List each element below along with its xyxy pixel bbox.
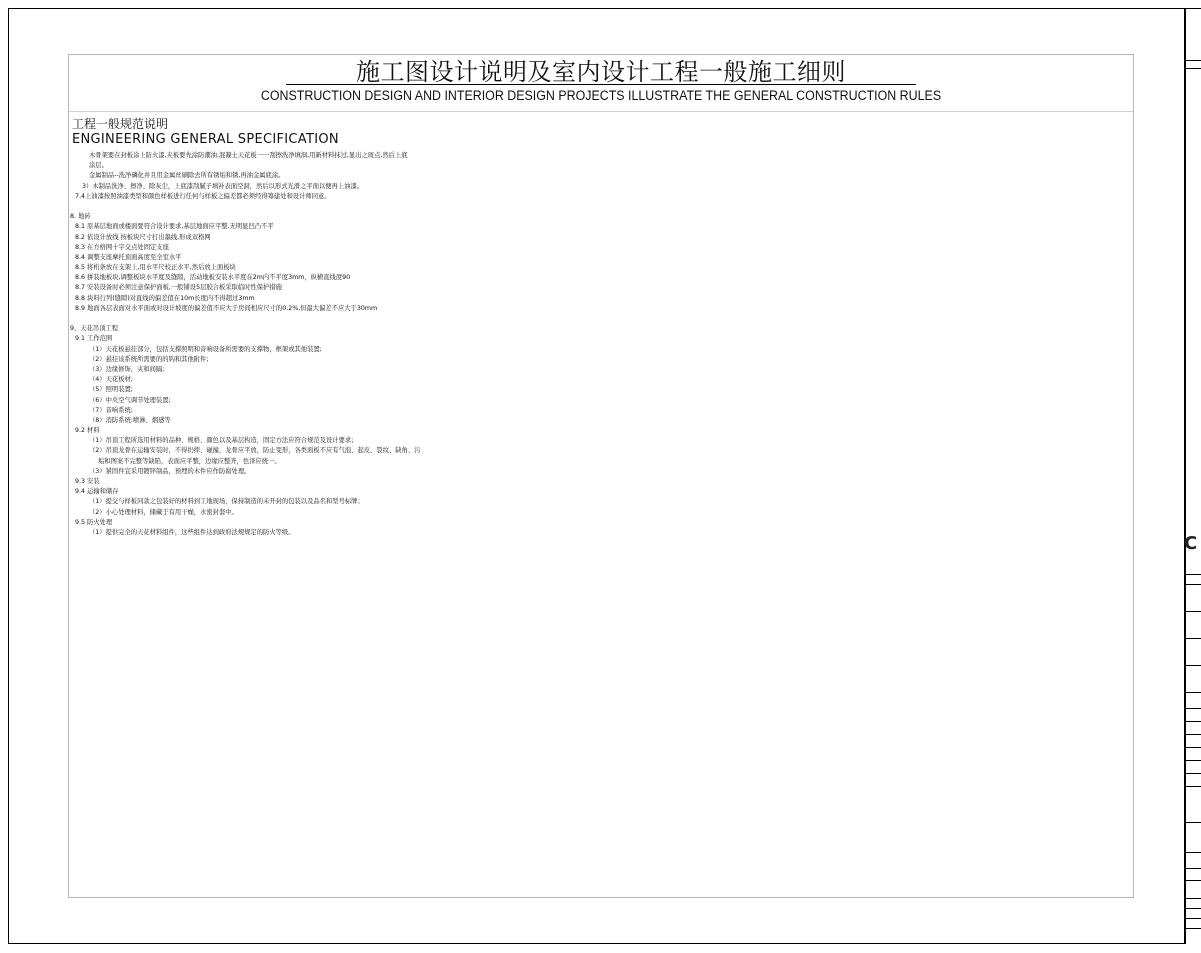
spec-line: 9.1 工作范围 (75, 335, 113, 343)
spec-line: 9.3 安装 (75, 478, 100, 485)
spec-line: （7）音响系统; (89, 406, 133, 414)
spec-line: （1）提交与样板同款之包装好的材料到工地现场，保持制造的未开封的包装以及品名和型号标牌； (89, 498, 364, 506)
spec-line: （5）照明装置; (89, 386, 133, 394)
title-underline (286, 84, 916, 85)
spec-line: 金属制品--洗净磷化并且用金属丝刷除去所有锈垢和锈,再油金属底涂。 (89, 172, 285, 180)
specification-body (69, 151, 1129, 538)
spec-line: （3）紧固件宜采用镀锌制品，预埋的木件应作防腐处理。 (89, 467, 251, 475)
spec-line: 8.4 调整支座摩托顶面高度至全室水平 (75, 253, 182, 261)
spec-line: 木骨架要在封板涂上防火漆,夹板要先涂防潮油.混凝土天花板一一刮擦洗净填洞,用新材料抹过,显出之斑点,然后上底 (89, 152, 408, 159)
spec-line: 3）木制品洗净、擦净、除灰尘，上底漆刮腻子填补表面空洞，然后以形式光滑之平面以便再上油漆。 (82, 182, 364, 190)
spec-line: （8）消防系统:喷淋、烟感等 (89, 416, 171, 424)
header-divider (69, 111, 1133, 112)
page-subtitle: CONSTRUCTION DESIGN AND INTERIOR DESIGN PROJECTS ILLUSTRATE THE GENERAL CONSTRUCTION RULES (260, 88, 942, 103)
title-block-strip (1185, 8, 1200, 944)
spec-line: （1）天花板悬挂部分，包括支撑照明和音响设备所需要的支撑物，框架或其他装置; (89, 345, 322, 353)
spec-line: （2）悬挂该系统所需要的的钩和其他附件; (89, 355, 209, 363)
spec-line: 8.6 拼装地板块,调整板块水平度及缝隙，活动地板安装水平度在2m内不平度3mm，纵横直线度90 (75, 274, 351, 282)
spec-line: （2）吊顶龙骨在运输安装时，不得扔摔、碰撞，龙骨应平放，防止变形，各类面板不应有气泡、起皮、裂纹、缺角、污 (89, 447, 421, 455)
spec-line: 9.5 防火处理 (75, 518, 113, 526)
spec-line: 垢和图案不完整等缺陷，表面应平整，边缘应整齐，色泽应统一。 (98, 457, 281, 465)
spec-line: 8.7 安装设备时必须注意保护面板,一般铺设5层胶合板采取临时性保护措施 (75, 284, 282, 292)
spec-line: 8. 地砖 (70, 213, 91, 221)
spec-line: （1）提供完全的天花材料组件，这些组件达到政府法规规定的防火等级。 (89, 528, 295, 536)
spec-line: （2）小心处理材料，储藏于有用干燥，水密封套中。 (89, 508, 238, 516)
page-title: 施工图设计说明及室内设计工程一般施工细则 (356, 58, 846, 86)
spec-line: 8.1 原基层地面或楼面要符合设计要求,基层地面应平整,无明显凹凸不平 (75, 223, 274, 231)
blank-line (69, 314, 1129, 324)
section-title-en: ENGINEERING GENERAL SPECIFICATION (72, 132, 339, 147)
spec-line: （4）天花板材; (89, 376, 133, 384)
spec-line: 7.4上油漆按照油漆类型和颜色样板进行任何与样板之偏差都必须经得筹建处和设计师同意。 (75, 192, 331, 200)
spec-line: （1）吊顶工程所选用材料的品种、规格、颜色以及基层构造，固定方法应符合规范及设计要求； (89, 437, 358, 445)
spec-line: 涂层。 (89, 162, 108, 170)
spec-line: 9.4 运输和储存 (75, 488, 119, 496)
spec-line: 8.3 在方格网十字交点处固定支座 (75, 243, 169, 251)
content-frame (68, 54, 1134, 898)
spec-line: 8.5 将桁条放在支架上,用水平尺校正水平,然后放上面板块 (75, 264, 236, 272)
section-title: 工程一般规范说明 (72, 117, 169, 131)
blank-line (69, 202, 1129, 212)
spec-line: （6）中央空气调节处理装置; (89, 396, 171, 404)
strip-symbol-icon: C (1184, 533, 1198, 554)
spec-line: （3）边缘修饰，夹和间隔; (89, 365, 165, 373)
spec-line: 8.8 块料行列(缝隙)对直线的偏差值在10m长度内不得超过3mm (75, 294, 255, 302)
spec-line: 9.2 材料 (75, 427, 100, 435)
spec-line: 8.2 依设计放线 按板块尺寸打出墨线,形成双格网 (75, 233, 211, 241)
spec-line: 9、天花吊顶工程 (70, 325, 119, 333)
spec-line: 8.9 地面各层表面对水平面或对设计坡度的偏差值不应大于房间相应尺寸的0.2%,但最大偏差不应大于30mm (75, 304, 378, 312)
